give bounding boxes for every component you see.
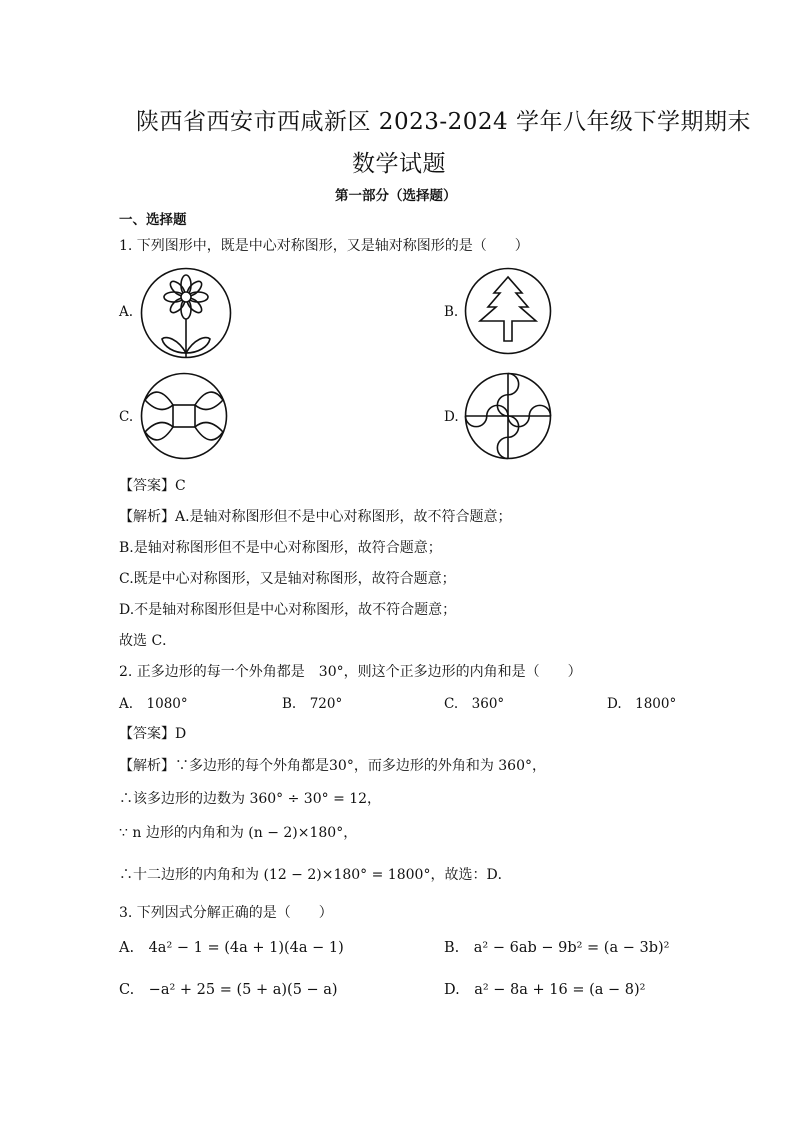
q3-option-a: A. 4a² − 1 = (4a + 1)(4a − 1) <box>119 940 344 956</box>
q1-analysis-line-5: 故选 C． <box>119 633 177 649</box>
q3-option-c: C. −a² + 25 = (5 + a)(5 − a) <box>119 982 338 998</box>
section-heading: 一、选择题 <box>119 212 187 228</box>
question-1-stem: 1. 下列图形中，既是中心对称图形，又是轴对称图形的是（ ） <box>119 238 529 254</box>
page-subtitle: 数学试题 <box>352 151 446 177</box>
pinwheel-figure-icon <box>464 372 552 460</box>
q2-analysis-line-4: ∴十二边形的内角和为 (12 − 2)×180° = 1800°，故选：D． <box>119 867 512 883</box>
q3-option-b: B. a² − 6ab − 9b² = (a − 3b)² <box>444 940 670 956</box>
q3-option-d: D. a² − 8a + 16 = (a − 8)² <box>444 982 646 998</box>
q1-option-a-label: A. <box>119 304 134 320</box>
q2-option-c: C. 360° <box>444 696 505 712</box>
q2-analysis-line-3: ∵ n 边形的内角和为 (n − 2)×180°， <box>119 825 358 841</box>
q1-analysis-line-3: C.既是中心对称图形，又是轴对称图形，故符合题意； <box>119 571 456 587</box>
question-2-stem: 2. 正多边形的每一个外角都是 30°，则这个正多边形的内角和是（ ） <box>119 664 582 680</box>
q2-option-a: A. 1080° <box>119 696 188 712</box>
q2-analysis-line-1: 【解析】∵多边形的每个外角都是30°，而多边形的外角和为 360°， <box>119 758 546 774</box>
part-heading: 第一部分（选择题） <box>335 188 457 204</box>
q2-answer: 【答案】D <box>119 726 187 742</box>
square-leaves-figure-icon <box>140 372 228 460</box>
question-3-stem: 3. 下列因式分解正确的是（ ） <box>119 905 333 921</box>
q1-option-d-label: D. <box>444 409 459 425</box>
q1-option-c-label: C. <box>119 409 134 425</box>
q1-analysis-line-1: 【解析】A.是轴对称图形但不是中心对称图形，故不符合题意； <box>119 509 512 525</box>
q1-answer: 【答案】C <box>119 478 186 494</box>
q2-option-d: D. 1800° <box>607 696 677 712</box>
q1-analysis-line-2: B.是轴对称图形但不是中心对称图形，故符合题意； <box>119 540 442 556</box>
q2-option-b: B. 720° <box>282 696 343 712</box>
page-title: 陕西省西安市西咸新区 2023-2024 学年八年级下学期期末 <box>136 109 751 135</box>
q1-analysis-line-4: D.不是轴对称图形但是中心对称图形，故不符合题意； <box>119 602 457 618</box>
q2-analysis-line-2: ∴该多边形的边数为 360° ÷ 30° = 12， <box>119 791 382 807</box>
tree-figure-icon <box>464 267 552 355</box>
q1-option-b-label: B. <box>444 304 459 320</box>
flower-figure-icon <box>140 267 232 359</box>
